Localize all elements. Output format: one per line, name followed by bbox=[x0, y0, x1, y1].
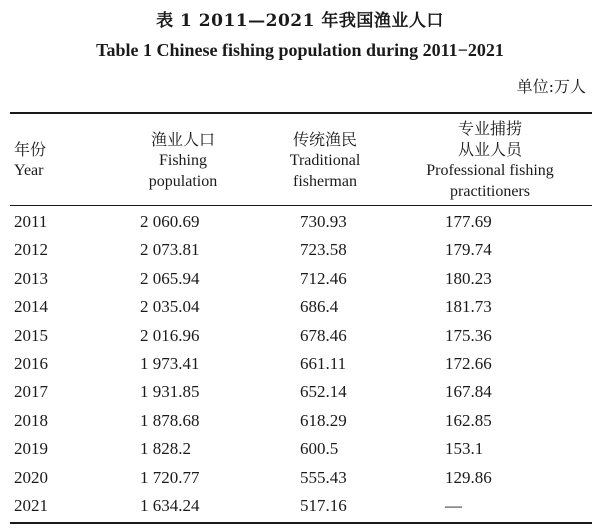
cell-year: 2014 bbox=[14, 297, 48, 317]
table-title-cn: 表 1 2011—2021 年我国渔业人口 bbox=[156, 11, 444, 31]
cell-year: 2012 bbox=[14, 240, 48, 260]
header-year-en: Year bbox=[14, 162, 44, 179]
cell-professional-practitioners: 172.66 bbox=[445, 353, 492, 373]
cell-year: 2017 bbox=[14, 382, 48, 402]
header-year bbox=[14, 118, 104, 202]
cell-professional-practitioners: 179.74 bbox=[445, 240, 492, 260]
cell-traditional-fisherman: 555.43 bbox=[300, 467, 347, 487]
header-fishing-en-line1: Fishing bbox=[158, 151, 207, 169]
table-row bbox=[0, 323, 600, 351]
cell-year: 2015 bbox=[14, 325, 48, 345]
cell-fishing-population: 1 931.85 bbox=[140, 382, 200, 402]
cell-year: 2013 bbox=[14, 268, 48, 288]
cell-traditional-fisherman: 661.11 bbox=[300, 353, 347, 373]
cell-professional-practitioners: 162.85 bbox=[445, 410, 492, 430]
table-row bbox=[0, 465, 600, 493]
table-row bbox=[0, 436, 600, 464]
unit-label: 单位:万人 bbox=[516, 77, 586, 96]
header-year-cn: 年份 bbox=[14, 140, 47, 159]
cell-fishing-population: 2 073.81 bbox=[140, 240, 200, 260]
cell-fishing-population: 1 634.24 bbox=[140, 495, 200, 515]
cell-traditional-fisherman: 517.16 bbox=[300, 495, 347, 515]
cell-traditional-fisherman: 686.4 bbox=[300, 297, 339, 317]
cell-year: 2018 bbox=[14, 410, 48, 430]
cell-fishing-population: 1 828.2 bbox=[140, 439, 191, 459]
cell-year: 2019 bbox=[14, 439, 48, 459]
header-professional-cn-line2: 从业人员 bbox=[457, 140, 522, 159]
table-title-en: Table 1 Chinese fishing population during 2011−2021 bbox=[96, 40, 504, 60]
cell-fishing-population: 2 060.69 bbox=[140, 212, 200, 231]
header-fishing-cn: 渔业人口 bbox=[150, 129, 215, 149]
cell-traditional-fisherman: 723.58 bbox=[300, 240, 347, 260]
table-row bbox=[0, 493, 600, 521]
table-row bbox=[0, 351, 600, 379]
table-row bbox=[0, 266, 600, 294]
cell-traditional-fisherman: 678.46 bbox=[300, 325, 347, 345]
table-row bbox=[0, 209, 600, 237]
cell-traditional-fisherman: 618.29 bbox=[300, 410, 347, 430]
table-body bbox=[0, 209, 600, 521]
header-professional-en-line1: Professional fishing bbox=[426, 162, 554, 179]
header-traditional-cn: 传统渔民 bbox=[292, 129, 357, 149]
table-row bbox=[0, 294, 600, 322]
cell-professional-practitioners: 180.23 bbox=[445, 268, 492, 288]
header-rule bbox=[10, 205, 592, 206]
header-traditional-en-line1: Traditional bbox=[289, 151, 361, 169]
header-fishing-population bbox=[118, 118, 248, 202]
table-row bbox=[0, 379, 600, 407]
cell-professional-practitioners: 181.73 bbox=[445, 297, 492, 317]
cell-professional-practitioners: 175.36 bbox=[445, 325, 492, 345]
cell-professional-practitioners: 153.1 bbox=[445, 439, 484, 459]
cell-fishing-population: 1 878.68 bbox=[140, 410, 200, 430]
cell-traditional-fisherman: 730.93 bbox=[300, 212, 347, 231]
cell-year: 2016 bbox=[14, 353, 48, 373]
table-row bbox=[0, 237, 600, 265]
cell-traditional-fisherman: 652.14 bbox=[300, 382, 347, 402]
cell-professional-practitioners: 129.86 bbox=[445, 467, 492, 487]
header-fishing-en-line2: population bbox=[148, 172, 218, 190]
cell-fishing-population: 2 035.04 bbox=[140, 297, 200, 317]
header-traditional-en-line2: fisherman bbox=[293, 172, 357, 190]
cell-traditional-fisherman: 600.5 bbox=[300, 439, 339, 459]
cell-professional-practitioners: — bbox=[445, 495, 462, 515]
cell-fishing-population: 1 720.77 bbox=[140, 467, 200, 487]
header-professional-practitioners bbox=[390, 114, 590, 206]
header-professional-en-line2: practitioners bbox=[450, 183, 530, 200]
cell-year: 2020 bbox=[14, 467, 48, 487]
cell-fishing-population: 2 016.96 bbox=[140, 325, 200, 345]
header-professional-cn-line1: 专业捕捞 bbox=[457, 119, 522, 138]
cell-fishing-population: 2 065.94 bbox=[140, 268, 200, 288]
cell-year: 2011 bbox=[14, 212, 48, 231]
bottom-rule bbox=[10, 522, 592, 524]
cell-professional-practitioners: 177.69 bbox=[445, 212, 492, 231]
cell-traditional-fisherman: 712.46 bbox=[300, 268, 347, 288]
cell-fishing-population: 1 973.41 bbox=[140, 353, 200, 373]
header-traditional-fisherman bbox=[255, 118, 395, 202]
cell-professional-practitioners: 167.84 bbox=[445, 382, 492, 402]
cell-year: 2021 bbox=[14, 495, 48, 515]
table-row bbox=[0, 408, 600, 436]
